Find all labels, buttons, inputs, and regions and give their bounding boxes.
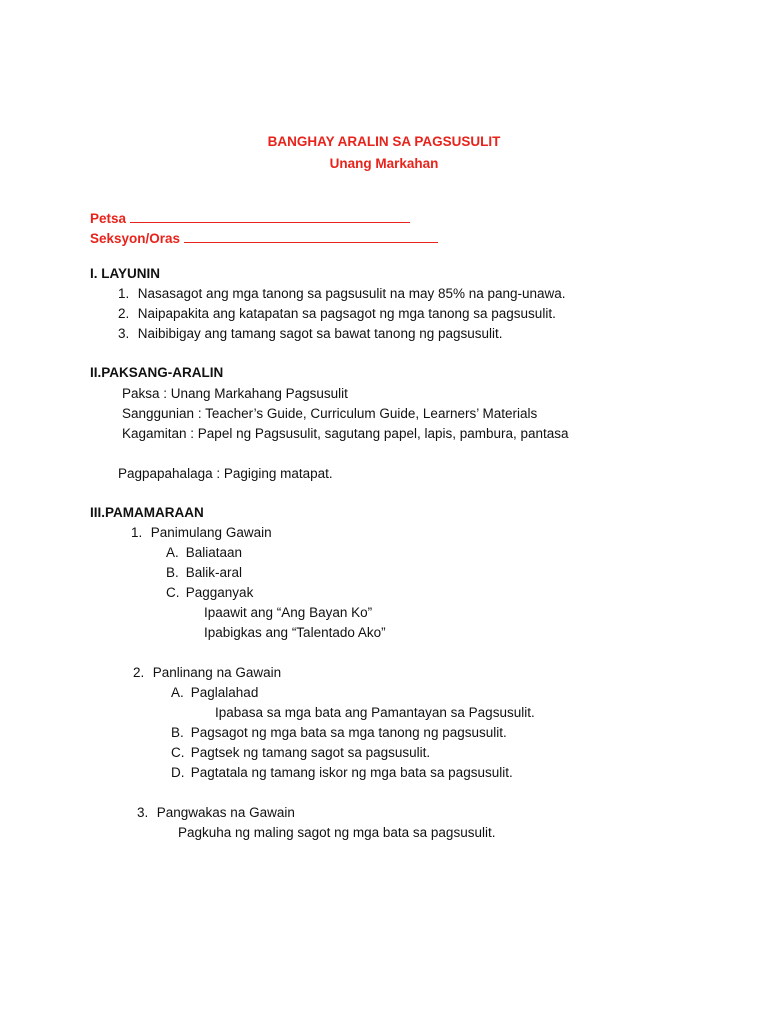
sanggunian-line: Sanggunian : Teacher’s Guide, Curriculum Guide, Learners’ Materials (122, 406, 538, 421)
seksyon-field (90, 230, 438, 248)
part-1-title: 1. Panimulang Gawain (131, 525, 272, 540)
part-3-title: 3. Pangwakas na Gawain (137, 805, 295, 820)
document-subtitle: Unang Markahan (329, 156, 439, 171)
petsa-field (90, 210, 410, 228)
pangwakas-line: Pagkuha ng maling sagot ng mga bata sa pagsusulit. (178, 825, 496, 840)
paksa-line: Paksa : Unang Markahang Pagsusulit (122, 386, 348, 401)
list-item: 3. Naibibigay ang tamang sagot sa bawat tanong ng pagsusulit. (118, 326, 503, 341)
pagganyak-line: Ipabigkas ang “Talentado Ako” (204, 625, 386, 640)
list-item: B. Balik-aral (166, 565, 243, 580)
list-item: B. Pagsagot ng mga bata sa mga tanong ng pagsusulit. (171, 725, 507, 740)
petsa-blank-line (130, 210, 410, 223)
document-title: BANGHAY ARALIN SA PAGSUSULIT (267, 134, 501, 149)
part-2-title: 2. Panlinang na Gawain (133, 665, 282, 680)
list-item: C. Pagtsek ng tamang sagot sa pagsusulit. (171, 745, 431, 760)
seksyon-blank-line (184, 230, 438, 243)
seksyon-label: Seksyon/Oras (90, 231, 181, 246)
section-2-heading: II.PAKSANG-ARALIN (90, 365, 224, 380)
list-item: A. Baliataan (166, 545, 243, 560)
pagganyak-line: Ipaawit ang “Ang Bayan Ko” (204, 605, 373, 620)
section-1-heading: I. LAYUNIN (90, 266, 161, 281)
petsa-label: Petsa (90, 211, 127, 226)
list-item: 2. Naipapakita ang katapatan sa pagsagot ng mga tanong sa pagsusulit. (118, 306, 556, 321)
list-item: C. Pagganyak (166, 585, 254, 600)
list-item: A. Paglalahad (171, 685, 259, 700)
paglalahad-line: Ipabasa sa mga bata ang Pamantayan sa Pagsusulit. (215, 705, 535, 720)
section-3-heading: III.PAMAMARAAN (90, 505, 204, 520)
kagamitan-line: Kagamitan : Papel ng Pagsusulit, sagutang papel, lapis, pambura, pantasa (122, 426, 569, 441)
pagpapahalaga-line: Pagpapahalaga : Pagiging matapat. (118, 466, 333, 481)
list-item: D. Pagtatala ng tamang iskor ng mga bata sa pagsusulit. (171, 765, 513, 780)
list-item: 1. Nasasagot ang mga tanong sa pagsusulit na may 85% na pang-unawa. (118, 286, 566, 301)
